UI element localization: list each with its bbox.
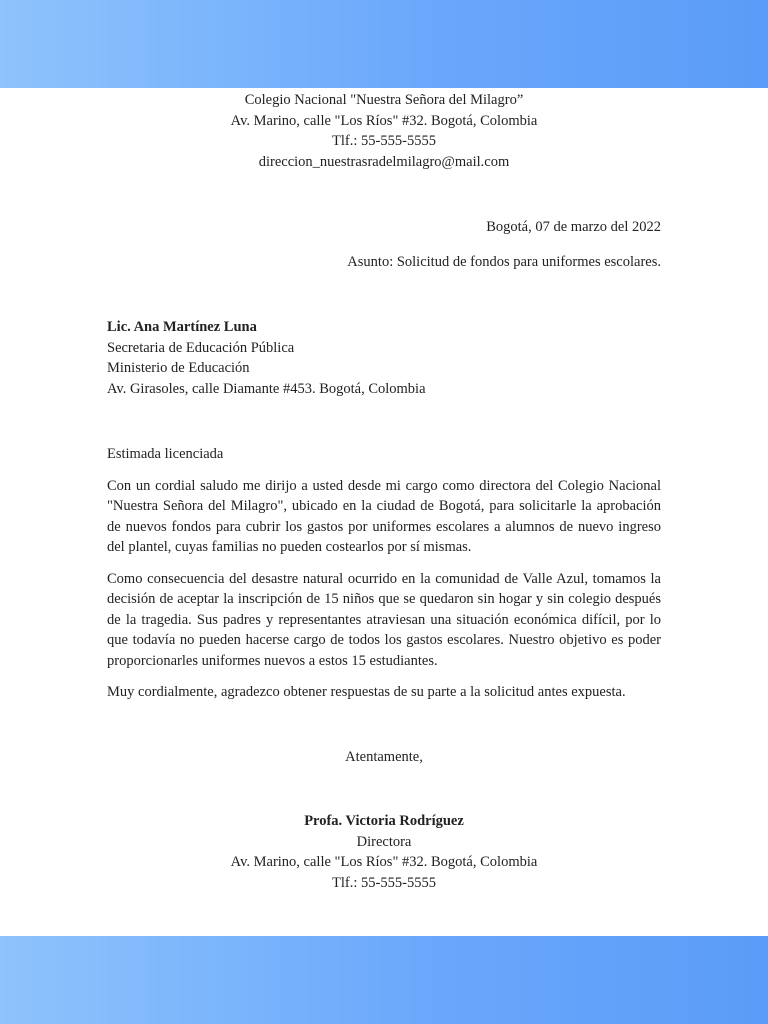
letter-date: Bogotá, 07 de marzo del 2022 [486,219,661,235]
sender-address: Av. Marino, calle "Los Ríos" #32. Bogotá, Colombia [230,112,538,129]
closing: Atentamente, [345,748,423,765]
recipient-institution: Ministerio de Educación [107,360,250,376]
recipient-address: Av. Girasoles, calle Diamante #453. Bogotá, Colombia [107,380,426,397]
letter [107,90,661,893]
signer-phone: Tlf.: 55-555-5555 [332,874,436,891]
signer-role: Directora [356,833,412,850]
signature-block [107,811,661,893]
sender-email: direccion_nuestrasradelmilagro@mail.com [258,153,510,170]
letter-subject: Asunto: Solicitud de fondos para uniformes escolares. [347,253,661,270]
signer-name: Profa. Victoria Rodríguez [304,813,464,829]
top-decorative-band [0,0,768,88]
greeting: Estimada licenciada [107,446,224,462]
sender-phone: Tlf.: 55-555-5555 [332,133,436,149]
body-paragraph: Muy cordialmente, agradezco obtener respuestas de su parte a la solicitud antes expuesta. [107,684,626,700]
body-paragraph: Con un cordial saludo me dirijo a usted desde mi cargo como directora del Colegio Nacional "Nuestra Señora del Milagro", ubicado en la ciudad de Bogotá, para solicitarle la aprobación de nuevos fondos para cubrir los gastos por uniformes escolares a alumnos de nuevo ingreso del plantel, cuyas familias no pueden costearlos por sí mismas. [107,477,661,555]
body-paragraph: Como consecuencia del desastre natural ocurrido en la comunidad de Valle Azul, tomamos la decisión de aceptar la inscripción de 15 niños que se quedaron sin hogar y sin colegio después de la tragedia. Sus padres y representantes atraviesan una situación económica difícil, por lo que todavía no pueden hacerse cargo de todos los gastos escolares. Nuestro objetivo es poder proporcionarles uniformes nuevos a estos 15 estudiantes. [107,570,661,669]
recipient-title: Secretaria de Educación Pública [107,339,295,356]
sender-header [107,90,661,172]
bottom-decorative-band [0,936,768,1024]
school-name: Colegio Nacional "Nuestra Señora del Milagro” [244,92,524,108]
recipient-name: Lic. Ana Martínez Luna [107,319,257,335]
recipient-block [107,317,661,399]
signer-address: Av. Marino, calle "Los Ríos" #32. Bogotá, Colombia [230,854,538,870]
